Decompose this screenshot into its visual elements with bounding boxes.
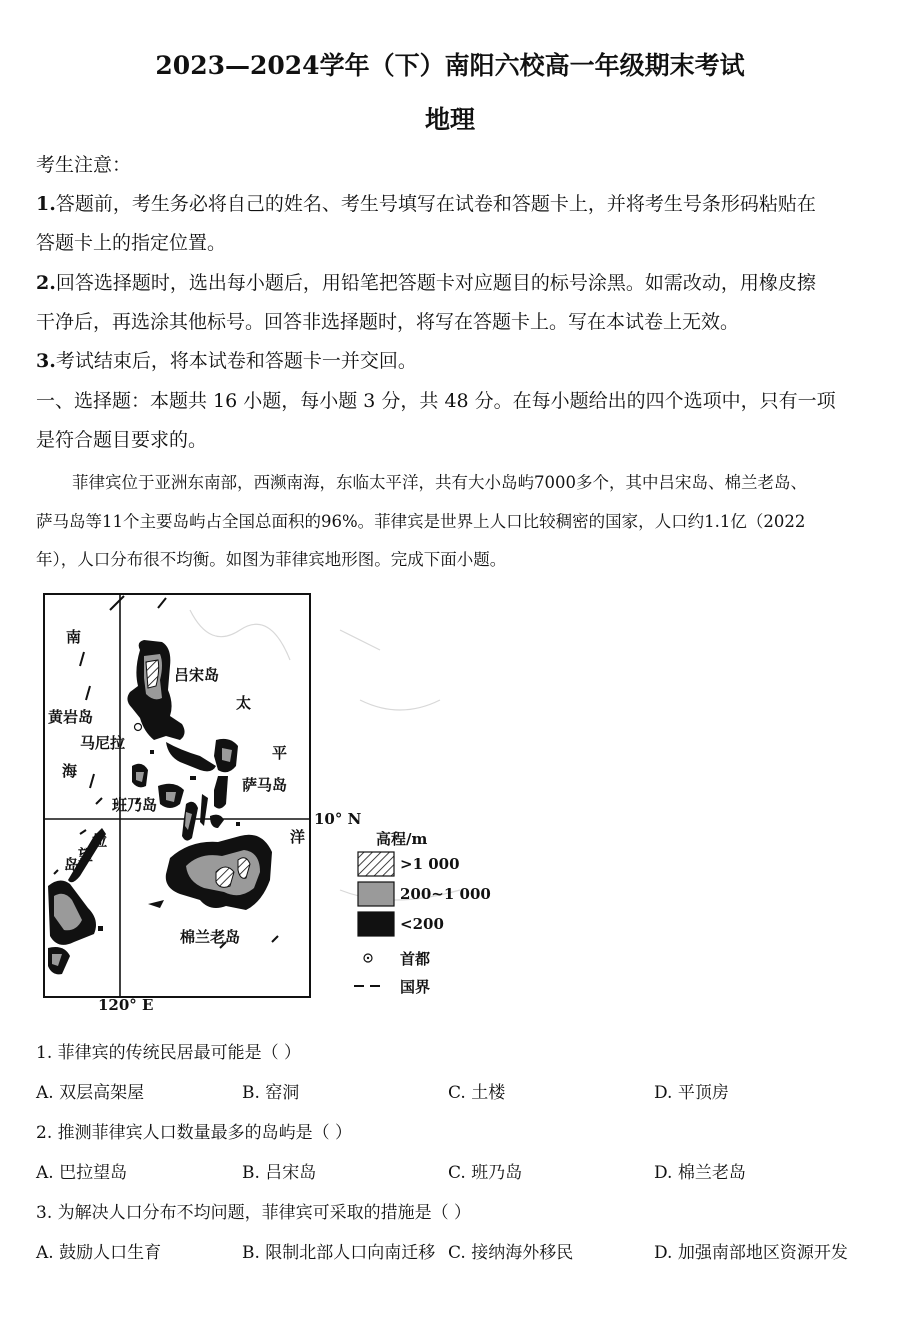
question-3-stem: 3. 为解决人口分布不均问题，菲律宾可采取的措施是（ ） (36, 1203, 472, 1223)
map-label-panay: 班乃岛 (112, 796, 158, 814)
map-label-luzon: 吕宋岛 (174, 666, 220, 684)
legend-label-high: >1 000 (400, 855, 460, 873)
map-label-la: 拉 (92, 832, 108, 850)
legend-swatch-low (358, 912, 394, 936)
notice-item-text: 考试结束后，将本试卷和答题卡一并交回。 (55, 350, 417, 372)
passage-line-1: 菲律宾位于亚洲东南部，西濒南海，东临太平洋，共有大小岛屿7000多个，其中吕宋岛、棉兰老岛、 (72, 473, 807, 492)
question-2-option-a[interactable]: A. 巴拉望岛 (36, 1163, 128, 1183)
map-label-yang: 洋 (290, 828, 306, 846)
notice-item-1-cont: 答题卡上的指定位置。 (36, 232, 227, 254)
passage-line-3: 年），人口分布很不均衡。如图为菲律宾地形图。完成下面小题。 (36, 550, 507, 569)
map-label-ping: 平 (272, 744, 288, 762)
map-label-lat: 10° N (314, 810, 362, 828)
mindanao-island (148, 835, 272, 910)
exam-title: 2023—2024学年（下）南阳六校高一年级期末考试 (155, 51, 745, 80)
notice-item-text: 答题前，考生务必将自己的姓名、考生号填写在试卷和答题卡上，并将考生号条形码粘贴在 (55, 193, 816, 215)
question-1-option-c[interactable]: C. 土楼 (448, 1083, 506, 1103)
subject-title: 地理 (424, 105, 475, 134)
legend-label-mid: 200~1 000 (400, 885, 491, 903)
question-3-option-c[interactable]: C. 接纳海外移民 (448, 1243, 574, 1263)
legend-title: 高程/m (376, 830, 428, 848)
map-label-dao: 岛 (64, 856, 80, 874)
question-2-option-d[interactable]: D. 棉兰老岛 (654, 1163, 746, 1183)
question-1-stem: 1. 菲律宾的传统民居最可能是（ ） (36, 1043, 302, 1063)
luzon-island (127, 640, 216, 771)
notice-heading: 考生注意： (36, 154, 132, 176)
samar-island (214, 739, 238, 809)
question-1-option-b[interactable]: B. 窑洞 (242, 1083, 300, 1103)
map-label-tai: 太 (236, 694, 252, 712)
question-3-option-b[interactable]: B. 限制北部人口向南迁移 (242, 1243, 436, 1263)
question-1-option-a[interactable]: A. 双层高架屋 (36, 1083, 145, 1103)
map-graphic (40, 590, 500, 1010)
notice-item-number: 3. (36, 350, 56, 372)
passage-line-2: 萨马岛等11个主要岛屿占全国总面积的96%。菲律宾是世界上人口比较稠密的国家，人口约1.1亿（2022 (36, 512, 806, 531)
legend-label-low: <200 (400, 915, 444, 933)
philippines-terrain-map (40, 590, 500, 1014)
notice-item-number: 1. (36, 193, 56, 215)
notice-item-1 (36, 189, 816, 216)
map-label-samar: 萨马岛 (242, 776, 288, 794)
legend-label-border: 国界 (400, 978, 431, 996)
notice-item-text: 回答选择题时，选出每小题后，用铅笔把答题卡对应题目的标号涂黑。如需改动，用橡皮擦 (55, 272, 816, 294)
notice-item-number: 2. (36, 272, 56, 294)
notice-item-3 (36, 346, 417, 373)
question-2-option-b[interactable]: B. 吕宋岛 (242, 1163, 317, 1183)
map-label-lon: 120° E (98, 996, 154, 1014)
question-3-option-a[interactable]: A. 鼓励人口生育 (36, 1243, 162, 1263)
section-heading-cont: 是符合题目要求的。 (36, 429, 208, 451)
section-heading: 一、选择题：本题共 16 小题，每小题 3 分，共 48 分。在每小题给出的四个选项中，只有一项 (36, 390, 836, 412)
legend-label-capital: 首都 (400, 950, 431, 968)
map-legend (354, 852, 394, 986)
notice-item-2-cont: 干净后，再选涂其他标号。回答非选择题时，将写在答题卡上。写在本试卷上无效。 (36, 311, 740, 333)
question-3-option-d[interactable]: D. 加强南部地区资源开发 (654, 1243, 848, 1263)
map-label-wang: 望 (78, 846, 94, 864)
question-1-option-d[interactable]: D. 平顶房 (654, 1083, 729, 1103)
map-label-huangyan: 黄岩岛 (48, 708, 94, 726)
map-label-hai: 海 (62, 762, 78, 780)
map-label-nan: 南 (66, 628, 82, 646)
question-2-stem: 2. 推测菲律宾人口数量最多的岛屿是（ ） (36, 1123, 353, 1143)
legend-swatch-mid (358, 882, 394, 906)
map-label-mindanao: 棉兰老岛 (180, 928, 241, 946)
legend-swatch-high (358, 852, 394, 876)
question-2-option-c[interactable]: C. 班乃岛 (448, 1163, 523, 1183)
map-label-manila: 马尼拉 (80, 734, 126, 752)
notice-item-2 (36, 268, 816, 295)
